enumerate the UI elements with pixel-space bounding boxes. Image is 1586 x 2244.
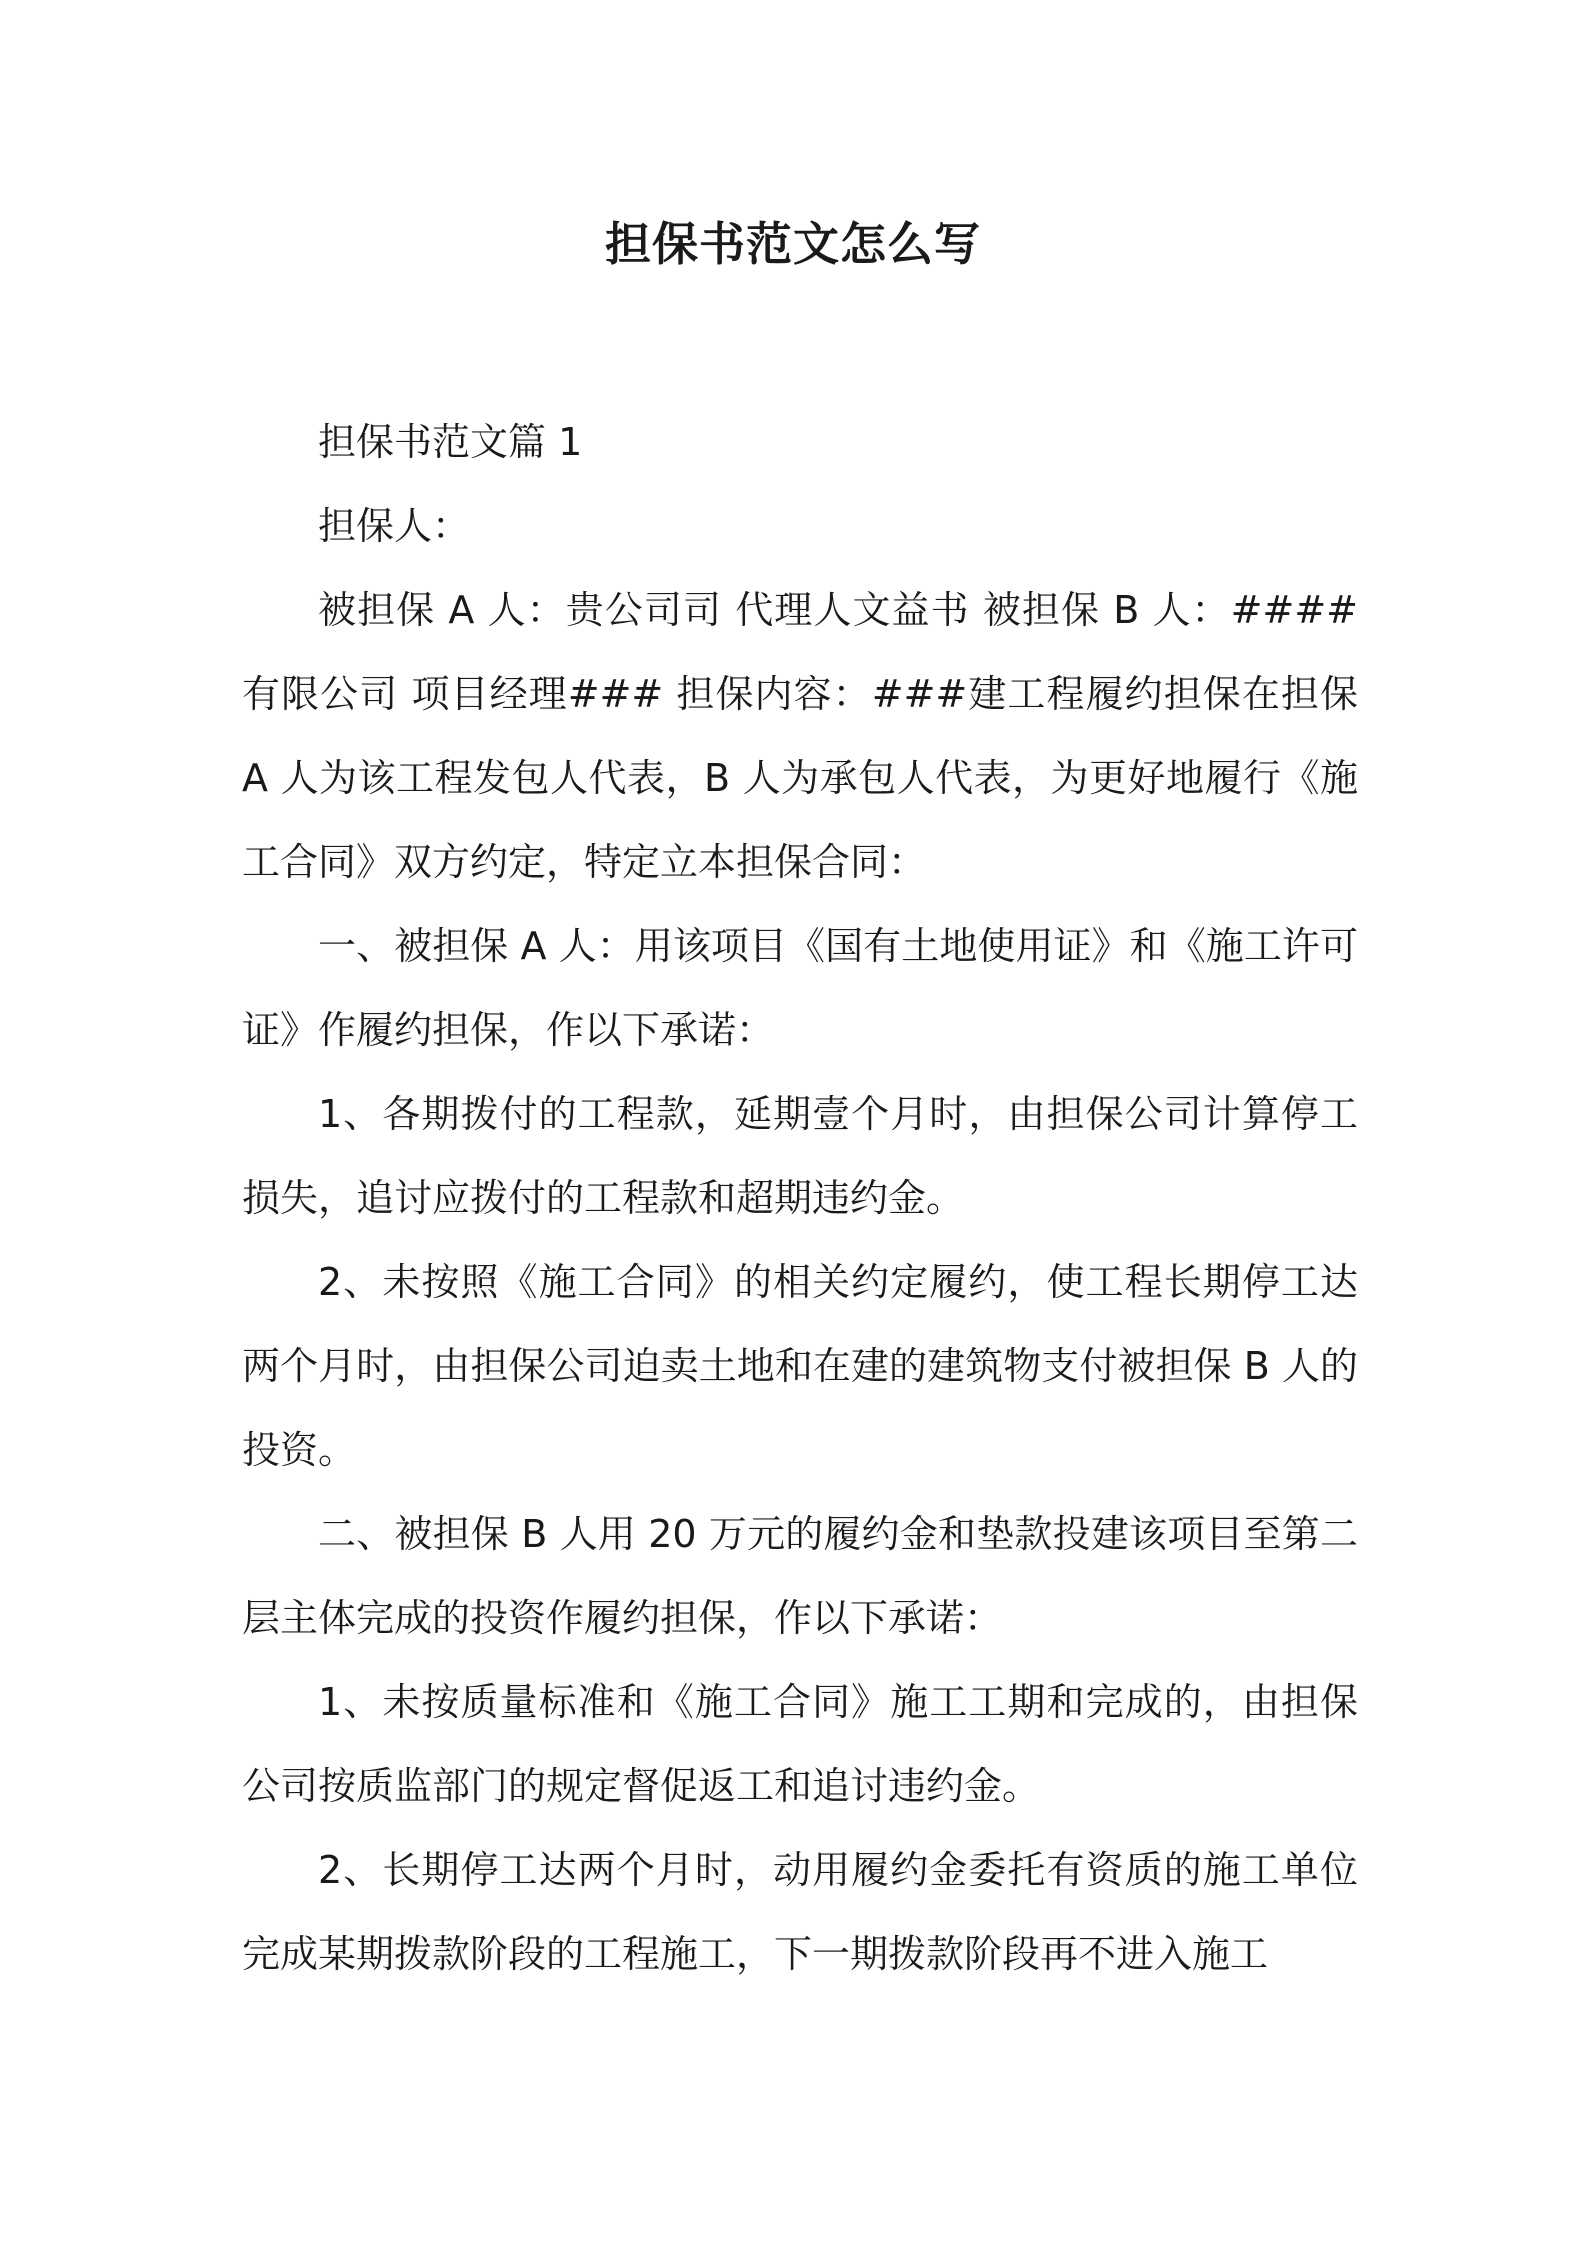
paragraph-parties: 被担保 A 人：贵公司司 代理人文益书 被担保 B 人：####有限公司 项目经理### 担保内容：###建工程履约担保在担保 A 人为该工程发包人代表，B 人为承包人代表，为更好地履行《施工合同》双方约定，特定立本担保合同： <box>242 588 1358 884</box>
paragraph-clause-two: 二、被担保 B 人用 20 万元的履约金和垫款投建该项目至第二层主体完成的投资作履约担保，作以下承诺： <box>242 1512 1358 1640</box>
paragraph-clause-two-item-2: 2、长期停工达两个月时，动用履约金委托有资质的施工单位完成某期拨款阶段的工程施工，下一期拨款阶段再不进入施工 <box>242 1848 1358 1976</box>
paragraph-clause-two-item-1: 1、未按质量标准和《施工合同》施工工期和完成的，由担保公司按质监部门的规定督促返工和追讨违约金。 <box>242 1680 1358 1808</box>
paragraph-clause-one-item-2: 2、未按照《施工合同》的相关约定履约，使工程长期停工达两个月时，由担保公司迫卖土地和在建的建筑物支付被担保 B 人的投资。 <box>242 1260 1358 1472</box>
paragraph-section-heading: 担保书范文篇 1 <box>318 420 583 464</box>
paragraph-clause-one-item-1: 1、各期拨付的工程款，延期壹个月时，由担保公司计算停工损失，追讨应拨付的工程款和超期违约金。 <box>242 1092 1358 1220</box>
paragraph-guarantor: 担保人： <box>318 504 471 548</box>
document-title: 担保书范文怎么写 <box>605 217 981 271</box>
document-body <box>242 400 1358 1996</box>
paragraph-clause-one: 一、被担保 A 人：用该项目《国有土地使用证》和《施工许可证》作履约担保，作以下承诺： <box>242 924 1358 1052</box>
